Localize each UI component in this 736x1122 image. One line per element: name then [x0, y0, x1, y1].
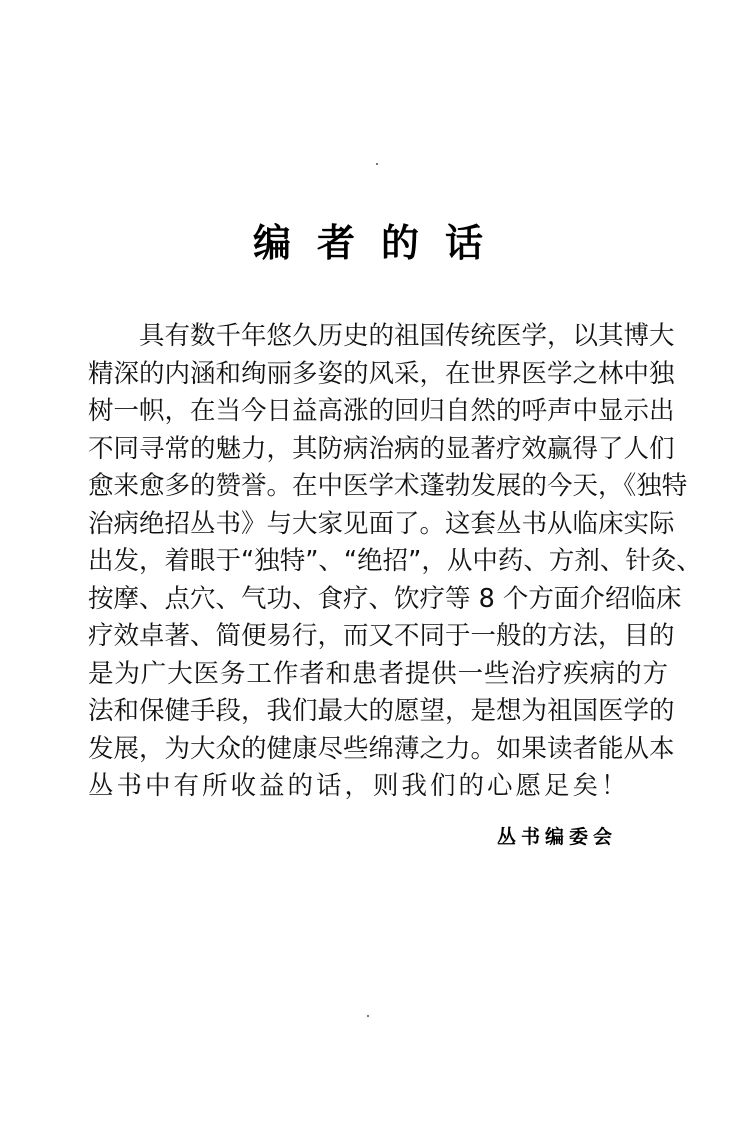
paragraph-line: 按摩、点穴、气功、食疗、饮疗等 8 个方面介绍临床 [88, 583, 682, 614]
preface-paragraph [88, 318, 702, 806]
paragraph-line: 树一帜，在当今日益高涨的回归自然的呼声中显示出 [88, 396, 675, 426]
paragraph-line: 发展，为大众的健康尽些绵薄之力。如果读者能从本 [88, 733, 675, 764]
paragraph-line: 丛书中有所收益的话，则我们的心愿足矣！ [88, 771, 630, 801]
stray-mark-top [376, 163, 378, 165]
paragraph-line: 愈来愈多的赞誉。在中医学术蓬勃发展的今天，《独特 [88, 471, 688, 501]
paragraph-line: 具有数千年悠久历史的祖国传统医学，以其博大 [139, 321, 675, 351]
paragraph-line: 精深的内涵和绚丽多姿的风采，在世界医学之林中独 [88, 358, 675, 389]
page-title: 编者的话 [252, 220, 509, 265]
signature: 丛书编委会 [497, 826, 618, 848]
paragraph-line: 出发，着眼于“独特”、“绝招”，从中药、方剂、针灸、 [88, 546, 702, 576]
paragraph-line: 法和保健手段，我们最大的愿望，是想为祖国医学的 [88, 696, 675, 726]
stray-mark-bottom [367, 1015, 369, 1017]
paragraph-line: 不同寻常的魅力，其防病治病的显著疗效赢得了人们 [88, 433, 675, 464]
paragraph-line: 治病绝招丛书》与大家见面了。这套丛书从临床实际 [88, 508, 675, 539]
paragraph-line: 是为广大医务工作者和患者提供一些治疗疾病的方 [88, 658, 668, 689]
paragraph-line: 疗效卓著、简便易行，而又不同于一般的方法，目的 [88, 621, 675, 651]
